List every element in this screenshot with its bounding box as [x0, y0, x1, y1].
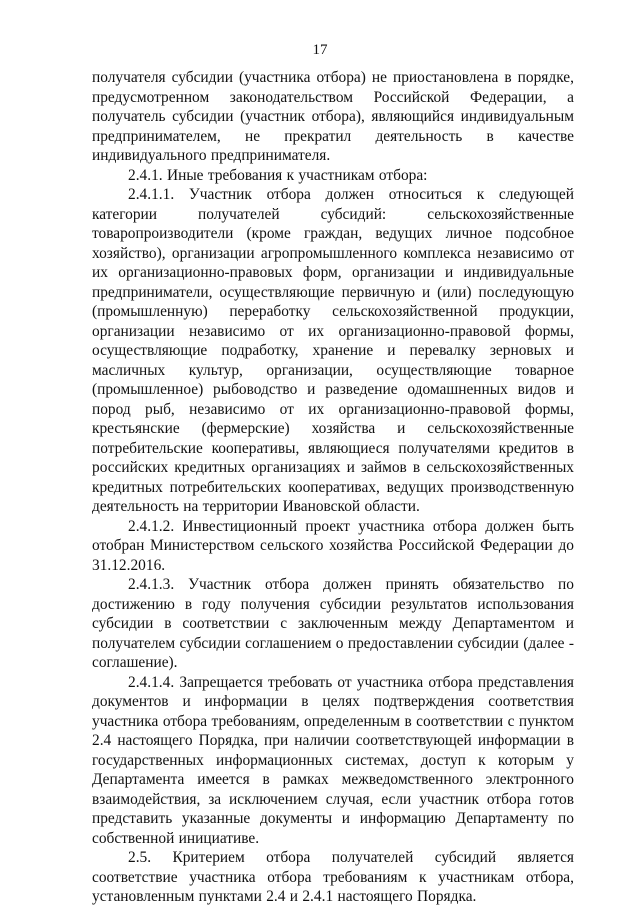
paragraph-2-4-1-2: 2.4.1.2. Инвестиционный проект участника отбора должен быть отобран Министерством сельского хозяйства Российской Федерации до 31.12.2016. [92, 517, 574, 574]
paragraph-continuation: получателя субсидии (участника отбора) не приостановлена в порядке, предусмотренном законодательством Российской Федерации, а получатель субсидии (участник отбора), являющийся индивидуальным предпринимателем, не прекратил деятельность в качестве индивидуального предпринимателя. [92, 69, 574, 164]
paragraph-2-4-1-3: 2.4.1.3. Участник отбора должен принять обязательство по достижению в году получения субсидии результатов использования субсидии в соответствии с заключенным между Департаментом и получателем субсидии соглашением о предоставлении субсидии (далее - соглашение). [92, 576, 574, 671]
paragraph-2-5: 2.5. Критерием отбора получателей субсидий является соответствие участника отбора требованиям к участникам отбора, установленным пунктами 2.4 и 2.4.1 настоящего Порядка. [92, 849, 574, 905]
page-number: 17 [312, 42, 328, 58]
paragraph-2-4-1-4: 2.4.1.4. Запрещается требовать от участника отбора представления документов и информации в целях подтверждения соответствия участника отбора требованиям, определенным в соответствии с пунктом 2.4 настоящего Порядка, при наличии соответствующей информации в государственных информационных системах, доступ к которым у Департамента имеется в рамках межведомственного электронного взаимодействия, за исключением случая, если участник отбора готов представить указанные документы и информацию Департаменту по собственной инициативе. [92, 673, 574, 847]
paragraph-2-4-1-1: 2.4.1.1. Участник отбора должен относиться к следующей категории получателей субсидий: сельскохозяйственные товаропроизводители (кроме граждан, ведущих личное подсобное хозяйство), организации агропромышленного комплекса независимо от их организационно-правовых форм, организации и индивидуальные предприниматели, осуществляющие первичную и (или) последующую (промышленную) переработку сельскохозяйственной продукции, организации независимо от их организационно-правовой формы, осуществляющие подработку, хранение и перевалку зерновых и масличных культур, организации, осуществляющие товарное (промышленное) рыбоводство и разведение одомашненных видов и пород рыб, независимо от их организационно-правовой формы, крестьянские (фермерские) хозяйства и сельскохозяйственные потребительские кооперативы, являющиеся получателями кредитов в российских кредитных организациях и займов в сельскохозяйственных кредитных потребительских кооперативах, ведущих производственную деятельность на территории Ивановской области. [92, 186, 574, 515]
document-body [92, 68, 574, 907]
paragraph-2-4-1: 2.4.1. Иные требования к участникам отбора: [128, 166, 428, 184]
